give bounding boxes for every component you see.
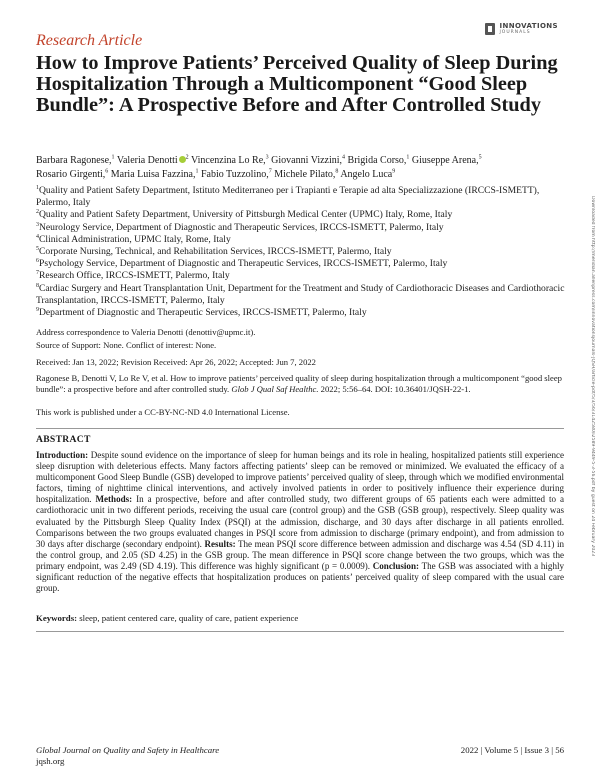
article-title: How to Improve Patients’ Perceived Quality of Sleep During Hospitalization Through a Multicomponent “Good Sleep Bundle”: A Prospective Before and After Controlled Study (36, 52, 558, 116)
affiliation-item: $^3$Neurology Service, Department of Diagnostic and Therapeutic Services, IRCCS-ISMETT, Palermo, Italy (36, 221, 444, 233)
affiliation-item: $^1$Quality and Patient Safety Department, Istituto Mediterraneo per i Trapianti e Terapie ad alta Specializzazione (IRCCS-ISMETT), Palermo, Italy (36, 184, 540, 209)
author-5[interactable]: Brigida Corso,$^1$ (347, 154, 410, 166)
author-8[interactable]: Maria Luisa Fazzina,$^1$ (110, 168, 199, 180)
received-dates: Received: Jan 13, 2022; Revision Received: Apr 26, 2022; Accepted: Jun 7, 2022 (36, 357, 316, 367)
affiliation-item: $^6$Psychology Service, Department of Diagnostic and Therapeutic Services, IRCCS-ISMETT, Palermo, Italy (36, 258, 448, 270)
journal-logo (485, 23, 558, 35)
download-note: Downloaded from http://meridian.allenpress.com/innovationsjournals-JQSH/article-pdf/5/3/56/3142580/i2589-9449-5-3-56.pdf by guest on 24 February 2023 (590, 196, 595, 557)
author-2[interactable]: Valeria Denotti $^2$ (116, 154, 189, 166)
divider (36, 631, 564, 632)
footer-issue: 2022 | Volume 5 | Issue 3 | 56 (460, 745, 564, 755)
correspondence-note: Address correspondence to Valeria Denotti (denottiv@upmc.it). (36, 327, 256, 337)
author-3[interactable]: Vincenzina Lo Re,$^3$ (191, 154, 269, 166)
footer-journal: Global Journal on Quality and Safety in Healthcare (36, 745, 220, 755)
affiliation-item: $^5$Corporate Nursing, Technical, and Rehabilitation Services, IRCCS-ISMETT, Palermo, Italy (36, 245, 392, 258)
logo-bottom-text: JOURNALS (499, 30, 531, 35)
doi-link[interactable]: 2022; 5:56–64. DOI: 10.36401/JQSH-22-1. (320, 384, 471, 395)
author-9[interactable]: Fabio Tuzzolino,$^7$ (200, 168, 272, 180)
affiliation-item: $^4$Clinical Administration, UPMC Italy, Rome, Italy (36, 233, 231, 245)
download-sidebar (583, 196, 595, 736)
affiliation-item: $^7$Research Office, IRCCS-ISMETT, Palermo, Italy (36, 270, 230, 282)
affiliation-list (36, 185, 566, 319)
divider (36, 428, 564, 429)
author-7[interactable]: Rosario Girgenti,$^6$ (36, 168, 109, 180)
author-1[interactable]: Barbara Ragonese,$^1$ (36, 154, 115, 166)
affiliation-item: $^8$Cardiac Surgery and Heart Transplantation Unit, Department for the Treatment and Study of Cardiothoracic Diseases and Cardiothoracic Transplantation, IRCCS-ISMETT, Palermo, Italy (36, 282, 565, 306)
license-note: This work is published under a CC-BY-NC-ND 4.0 International License. (36, 407, 290, 417)
page-footer (36, 745, 564, 767)
author-11[interactable]: Angelo Luca$^9$ (340, 168, 396, 180)
abstract-heading: ABSTRACT (36, 434, 91, 445)
footer-site-link[interactable]: jqsh.org (36, 756, 65, 766)
author-4[interactable]: Giovanni Vizzini,$^4$ (271, 154, 346, 166)
abstract-body: Introduction: Despite sound evidence on the importance of sleep for human beings and its role in healing, hospitalized patients still experience sleep disruption with deleterious effects. Many factors affecting patients’ sleep can be removed or minimized. We evaluated the efficacy of a multicomponent Good Sleep Bundle (GSB) developed to improve patients’ perceived quality of sleep, through which we modified environmental factors, timing of nighttime clinical interventions, and actively involved patients in order to positively influence their experience during hospitalization. Methods: In a prospective, before and after controlled study, two different groups of 65 patients each were admitted to a cardiothoracic unit in two different periods, receiving the usual care (control group) and the GSB (GSB group), respectively. Sleep quality was evaluated by the Pittsburgh Sleep Quality Index (PSQI) at the admission, discharge, and 30 days after discharge in all patients enrolled. Comparisons between the two groups evaluated changes in PSQI score from admission to discharge (primary endpoint), and from admission to 30 days after discharge (secondary endpoint). Results: The mean PSQI score difference between admission and discharge was 4.54 (SD 4.11) in the control group, and 2.05 (SD 4.25) in the GSB group. The mean difference in PSQI score change between the two groups, which was the primary endpoint, was 2.49 (SD 4.19). This difference was highly significant (p = 0.0009). Conclusion: The GSB was associated with a highly significant reduction of the negative effects that hospitalization produces on patients’ perceived quality of sleep compared with the usual care group. (36, 450, 565, 594)
citation: Ragonese B, Denotti V, Lo Re V, et al. How to improve patients’ perceived quality of sleep during hospitalization through a multicomponent “good sleep bundle”: a prospective before and after controlled study. Glob J Qual Saf Healthc. 2022; 5:56–64. DOI: 10.36401/JQSH-22-1. (36, 373, 562, 395)
keywords: Keywords: sleep, patient centered care, quality of care, patient experience (36, 613, 299, 623)
support-note: Source of Support: None. Conflict of interest: None. (36, 340, 217, 350)
logo-top-text: INNOVATIONS (499, 22, 558, 30)
author-10[interactable]: Michele Pilato,$^8$ (274, 168, 339, 180)
section-label: Research Article (36, 32, 143, 49)
journal-logo-icon (485, 23, 495, 35)
orcid-icon[interactable] (179, 156, 186, 163)
affiliation-item: $^2$Quality and Patient Safety Department, University of Pittsburgh Medical Center (UPMC) Italy, Rome, Italy (36, 209, 453, 221)
affiliation-item: $^9$Department of Diagnostic and Therapeutic Services, IRCCS-ISMETT, Palermo, Italy (36, 306, 367, 319)
author-list (36, 154, 564, 182)
author-6[interactable]: Giuseppe Arena,$^5$ (411, 154, 482, 166)
